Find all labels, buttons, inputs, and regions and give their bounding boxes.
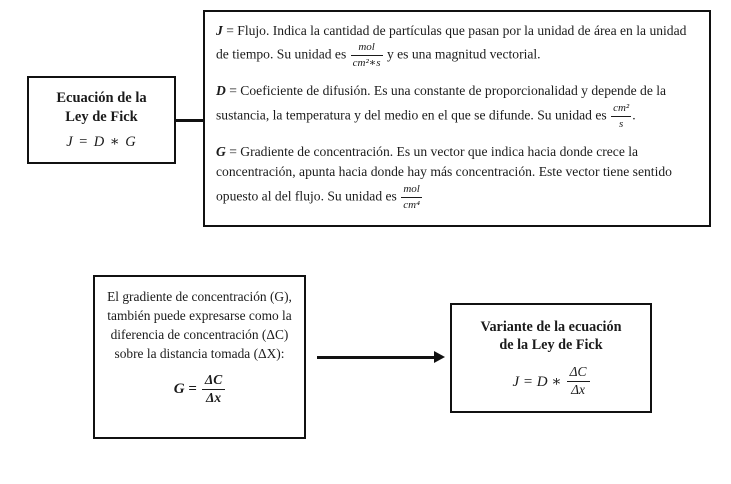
- definition-gradiente-text: = Gradiente de concentración. Es un vector que indica hacia donde crece la concentración, apunta hacia donde hay más concentración. Este vector tiene sentido opuesto al del flujo. Su unidad es: [216, 143, 672, 204]
- fick-equation-title: [56, 89, 146, 125]
- definition-flujo: [216, 21, 698, 70]
- unit-fraction-gradiente: [401, 183, 422, 212]
- fick-equation-title-line1: Ecuación de la: [56, 90, 147, 107]
- gradient-text: El gradiente de concentración (G), también puede expresarse como la diferencia de concentración (ΔC) sobre la distancia tomada (ΔX):: [107, 289, 292, 362]
- fraction-denominator: Δx: [571, 381, 585, 397]
- symbol-J: J: [216, 23, 223, 38]
- variant-formula-lhs: J = D ∗: [512, 373, 562, 390]
- definition-difusion-text-after: .: [632, 107, 636, 123]
- unit-numerator: mol: [401, 183, 422, 198]
- variant-title-line2: de la Ley de Fick: [499, 337, 603, 354]
- gradient-formula: [103, 373, 296, 406]
- arrow-head-icon: [434, 351, 445, 363]
- unit-fraction-flujo: [351, 41, 383, 70]
- definition-gradiente: [216, 142, 698, 212]
- definition-flujo-text-after: y es una magnitud vectorial.: [383, 47, 541, 63]
- gradient-formula-lhs: G =: [173, 380, 197, 397]
- gradient-box: [93, 275, 306, 439]
- arrow-line: [317, 356, 436, 359]
- unit-denominator: s: [619, 117, 624, 130]
- symbol-D: D: [216, 83, 226, 99]
- unit-numerator: cm²: [611, 102, 631, 117]
- fraction-denominator: Δx: [205, 389, 222, 405]
- definition-difusion: [216, 81, 698, 130]
- fick-equation-formula: J = D ∗ G: [66, 133, 137, 150]
- fick-equation-title-line2: Ley de Fick: [65, 108, 138, 125]
- unit-denominator: cm⁴: [403, 198, 420, 211]
- symbol-G: G: [216, 143, 226, 159]
- unit-numerator: mol: [351, 41, 383, 56]
- definitions-box: [203, 10, 711, 227]
- fick-equation-box: [27, 76, 176, 164]
- definition-difusion-text: = Coeficiente de difusión. Es una constante de proporcionalidad y depende de la sustancia, la temperatura y del medio en el que se difunde. Su unidad es: [216, 83, 667, 123]
- variant-title-line1: Variante de la ecuación: [480, 319, 622, 335]
- gradient-formula-fraction: [202, 373, 225, 406]
- unit-denominator: cm²∗s: [352, 57, 381, 70]
- variant-formula-fraction: [567, 365, 590, 398]
- fraction-numerator: ΔC: [567, 365, 590, 382]
- variant-formula: [452, 365, 650, 398]
- variant-title: [452, 318, 650, 355]
- variant-box: [450, 303, 652, 413]
- unit-fraction-difusion: [611, 102, 631, 131]
- fraction-numerator: ΔC: [202, 373, 225, 390]
- definition-flujo-text: = Flujo. Indica la cantidad de partículas que pasan por la unidad de área en la unidad de tiempo. Su unidad es: [216, 23, 687, 63]
- connector-line: [174, 119, 204, 122]
